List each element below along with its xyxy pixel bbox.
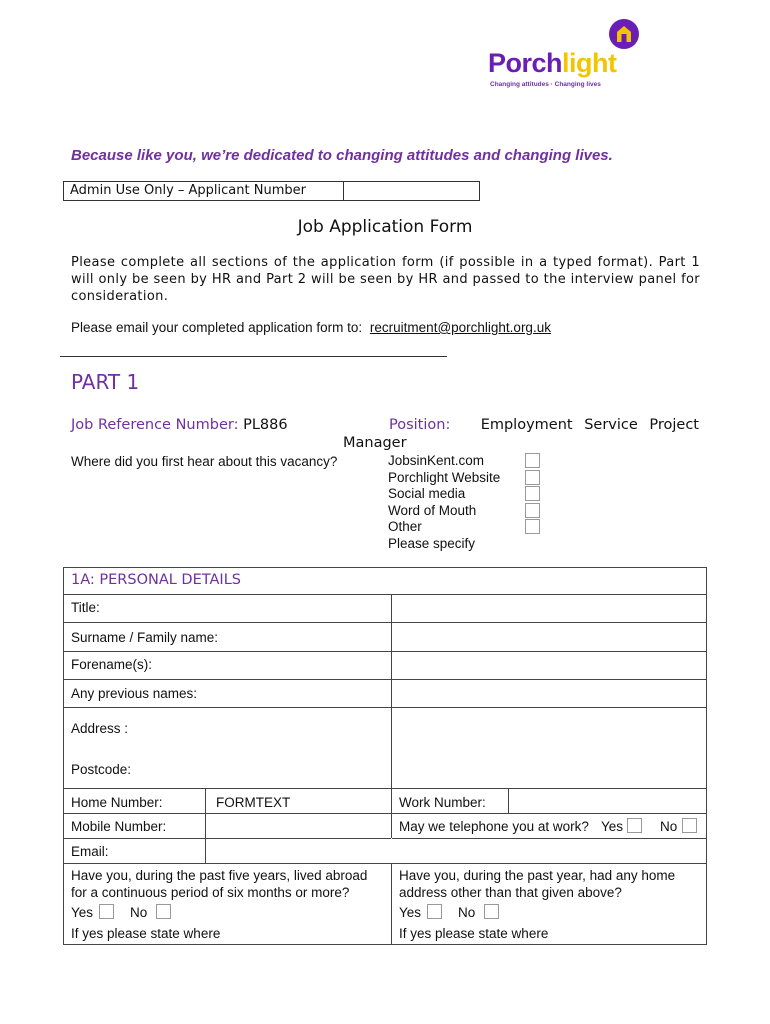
abroad-where-label: If yes please state where (71, 926, 221, 941)
other-address-no-label: No (458, 905, 476, 920)
row-divider (63, 863, 707, 864)
position-value-line1: Employment Service Project (480, 417, 699, 433)
vacancy-option-jobsinkent: JobsinKent.com (388, 453, 485, 468)
part1-heading: PART 1 (71, 370, 140, 394)
postcode-label: Postcode: (71, 762, 132, 777)
checkbox-social[interactable] (525, 486, 540, 501)
personal-details-title: 1A: PERSONAL DETAILS (71, 572, 241, 588)
address-label: Address : (71, 721, 129, 736)
vacancy-question: Where did you first hear about this vacancy? (71, 454, 338, 469)
mobile-field[interactable] (206, 814, 391, 838)
applicant-number-field[interactable] (343, 182, 480, 200)
mobile-label: Mobile Number: (71, 819, 167, 834)
checkbox-word-of-mouth[interactable] (525, 503, 540, 518)
porchlight-logo (488, 18, 618, 92)
vacancy-option-specify: Please specify (388, 536, 476, 551)
forenames-label: Forename(s): (71, 657, 153, 672)
checkbox-jobsinkent[interactable] (525, 453, 540, 468)
vacancy-option-social: Social media (388, 486, 466, 501)
checkbox-other[interactable] (525, 519, 540, 534)
logo-brand-part1: Porch (488, 48, 563, 78)
form-title: Job Application Form (297, 217, 473, 237)
other-address-yes-label: Yes (399, 905, 422, 920)
position (389, 417, 699, 433)
telephone-at-work-question: May we telephone you at work? (399, 819, 589, 834)
other-address-no-checkbox[interactable] (484, 904, 499, 919)
title-label: Title: (71, 600, 100, 615)
forenames-field[interactable] (392, 652, 706, 679)
email-prompt: Please email your completed application form to: (71, 320, 363, 335)
email-link[interactable]: recruitment@porchlight.org.uk (369, 320, 551, 335)
other-address-yes-checkbox[interactable] (427, 904, 442, 919)
previous-names-field[interactable] (392, 680, 706, 707)
home-number-label: Home Number: (71, 795, 163, 810)
title-field[interactable] (392, 595, 706, 622)
abroad-no-checkbox[interactable] (156, 904, 171, 919)
address-field[interactable] (392, 708, 706, 788)
position-value-line2: Manager (343, 435, 407, 451)
email-field[interactable] (206, 839, 706, 863)
surname-label: Surname / Family name: (71, 630, 219, 645)
header-tagline: Because like you, we’re dedicated to changing attitudes and changing lives. (71, 147, 613, 164)
logo-brand-part2: light (562, 48, 617, 78)
divider (60, 356, 447, 357)
email-label: Email: (71, 844, 109, 859)
work-number-field[interactable] (509, 789, 706, 813)
job-ref-value: PL886 (243, 417, 288, 433)
email-instruction (71, 320, 551, 335)
vacancy-option-website: Porchlight Website (388, 470, 501, 485)
vacancy-option-word-of-mouth: Word of Mouth (388, 503, 477, 518)
job-ref-label: Job Reference Number: (71, 417, 239, 433)
abroad-yes-label: Yes (71, 905, 94, 920)
telephone-work-yes-checkbox[interactable] (627, 818, 642, 833)
logo-tagline: Changing attitudes · Changing lives (490, 81, 601, 88)
vacancy-option-other: Other (388, 519, 422, 534)
admin-use-label: Admin Use Only – Applicant Number (70, 183, 306, 198)
admin-use-box (63, 181, 480, 201)
checkbox-website[interactable] (525, 470, 540, 485)
other-address-where-label: If yes please state where (399, 926, 549, 941)
intro-paragraph: Please complete all sections of the application form (if possible in a typed format). Part 1 will only be seen by HR and Part 2 will be seen by HR and passed to the interview panel for consideration. (71, 255, 700, 304)
abroad-question: Have you, during the past five years, lived abroad for a continuous period of six months or more? (71, 868, 368, 900)
surname-field[interactable] (392, 623, 706, 651)
home-number-field[interactable]: FORMTEXT (216, 795, 291, 810)
telephone-work-yes-label: Yes (601, 819, 624, 834)
position-label: Position: (389, 417, 451, 433)
work-number-label: Work Number: (399, 795, 486, 810)
job-reference (71, 417, 288, 433)
telephone-work-no-checkbox[interactable] (682, 818, 697, 833)
abroad-no-label: No (130, 905, 148, 920)
previous-names-label: Any previous names: (71, 686, 198, 701)
other-address-question: Have you, during the past year, had any home address other than that given above? (399, 868, 676, 900)
house-icon (608, 18, 640, 50)
column-divider (391, 863, 392, 945)
telephone-work-no-label: No (660, 819, 678, 834)
abroad-yes-checkbox[interactable] (99, 904, 114, 919)
column-mask (391, 838, 392, 863)
